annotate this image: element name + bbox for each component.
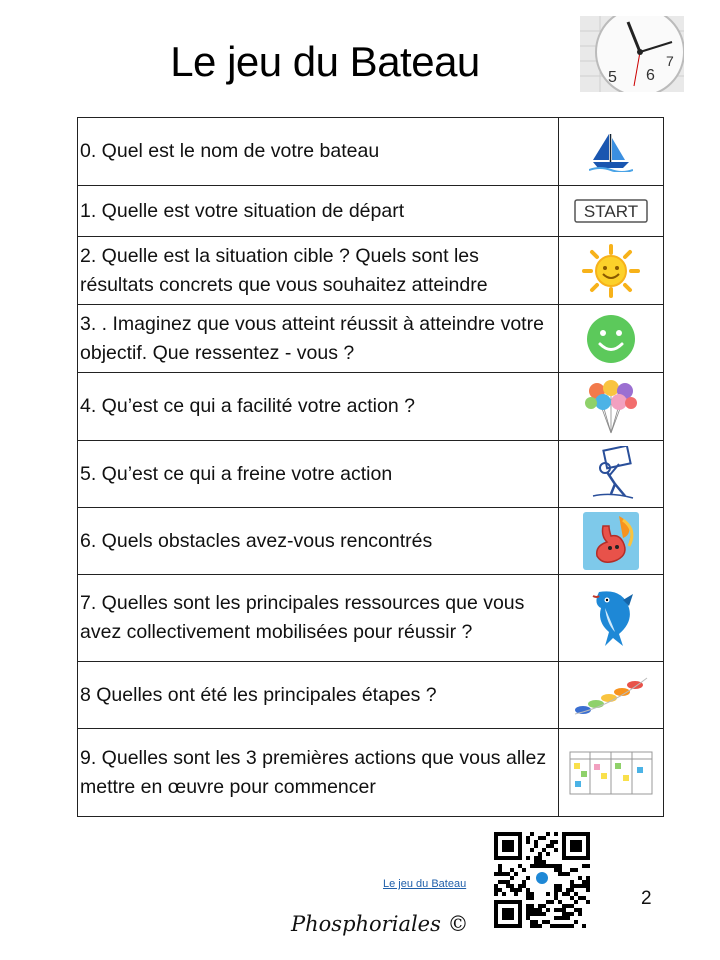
page-title: Le jeu du Bateau	[170, 38, 480, 85]
question-text: 1. Quelle est votre situation de départ	[78, 186, 559, 237]
jeu-du-bateau-link[interactable]: Le jeu du Bateau	[383, 878, 467, 890]
green-smiley-icon	[559, 313, 663, 365]
questions-table	[77, 117, 664, 817]
question-row	[78, 373, 664, 441]
question-text: 7. Quelles sont les principales ressources que vous avez collectivement mobilisées pour réussir ?	[78, 575, 559, 662]
balloons-icon	[559, 379, 663, 435]
sailboat-icon	[559, 132, 663, 172]
clock-image	[580, 16, 684, 92]
question-row	[78, 662, 664, 729]
question-text: 2. Quelle est la situation cible ? Quels sont les résultats concrets que vous souhaitez atteindre	[78, 237, 559, 305]
question-row	[78, 441, 664, 508]
question-text: 8 Quelles ont été les principales étapes ?	[78, 662, 559, 729]
start-sign-text: START	[583, 202, 639, 221]
svg-text:6: 6	[646, 67, 655, 84]
question-text: 5. Qu’est ce qui a freine votre action	[78, 441, 559, 508]
question-row	[78, 508, 664, 575]
question-text: 9. Quelles sont les 3 premières actions que vous allez mettre en œuvre pour commencer	[78, 729, 559, 817]
burning-stomach-icon	[559, 512, 663, 570]
kanban-board-icon	[559, 751, 663, 795]
question-row	[78, 118, 664, 186]
question-row	[78, 305, 664, 373]
svg-text:5: 5	[608, 69, 617, 86]
question-row	[78, 186, 664, 237]
question-text: 6. Quels obstacles avez-vous rencontrés	[78, 508, 559, 575]
colored-steps-icon	[559, 672, 663, 718]
start-sign-icon	[559, 199, 663, 223]
qr-code	[494, 832, 590, 928]
question-text: 4. Qu’est ce qui a facilité votre action ?	[78, 373, 559, 441]
svg-text:7: 7	[666, 53, 674, 69]
question-text: 0. Quel est le nom de votre bateau	[78, 118, 559, 186]
signature: Phosphoriales ©	[291, 912, 469, 936]
smiling-sun-icon	[559, 244, 663, 298]
page-number: 2	[641, 888, 652, 909]
question-row	[78, 237, 664, 305]
question-text: 3. . Imaginez que vous atteint réussit à atteindre votre objectif. Que ressentez - vous ?	[78, 305, 559, 373]
dolphin-icon	[559, 586, 663, 650]
person-carrying-load-icon	[559, 446, 663, 502]
question-row	[78, 729, 664, 817]
question-row	[78, 575, 664, 662]
